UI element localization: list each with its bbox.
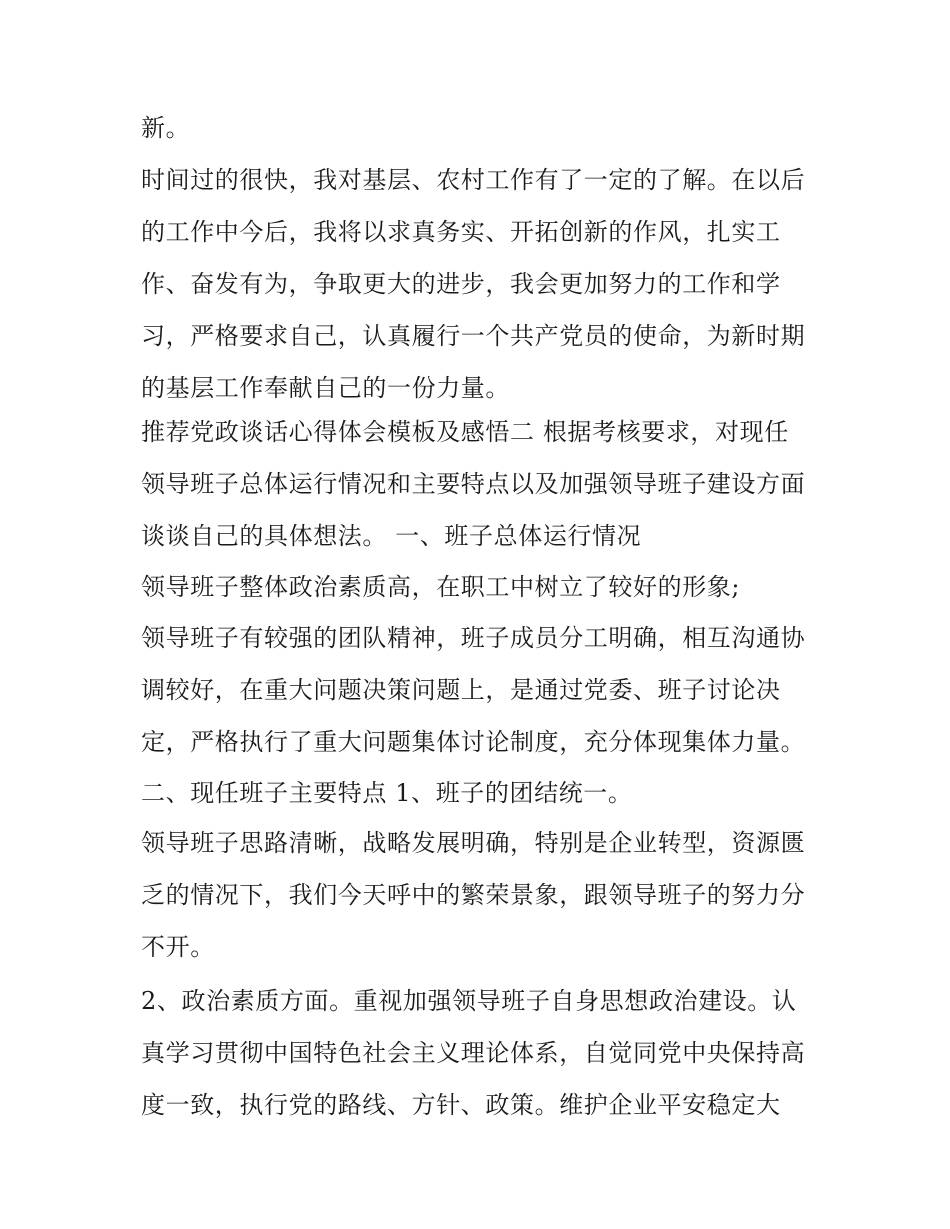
text-line: 的基层工作奉献自己的一份力量。 — [141, 374, 510, 402]
text-line: 新。 — [141, 114, 191, 142]
text-line: 不开。 — [141, 933, 215, 961]
text-line: 二、现任班子主要特点 1、班子的团结统一。 — [141, 779, 633, 807]
text-line: 习，严格要求自己，认真履行一个共产党员的使命，为新时期 — [141, 322, 806, 350]
text-line: 度一致，执行党的路线、方针、政策。维护企业平安稳定大 — [141, 1091, 781, 1119]
text-line: 领导班子总体运行情况和主要特点以及加强领导班子建设方面 — [141, 470, 806, 498]
text-line: 调较好，在重大问题决策问题上，是通过党委、班子讨论决 — [141, 676, 781, 704]
text-line: 时间过的很快，我对基层、农村工作有了一定的了解。在以后 — [141, 166, 806, 194]
text-line: 定，严格执行了重大问题集体讨论制度，充分体现集体力量。 — [141, 728, 806, 756]
text-line: 领导班子有较强的团队精神，班子成员分工明确，相互沟通协 — [141, 624, 806, 652]
text-line: 的工作中今后，我将以求真务实、开拓创新的作风，扎实工 — [141, 218, 781, 246]
text-line: 乏的情况下，我们今天呼中的繁荣景象，跟领导班子的努力分 — [141, 881, 806, 909]
text-line: 谈谈自己的具体想法。 一、班子总体运行情况 — [141, 522, 642, 550]
text-line: 2、政治素质方面。重视加强领导班子自身思想政治建设。认 — [141, 987, 797, 1015]
text-line: 领导班子整体政治素质高，在职工中树立了较好的形象; — [141, 573, 741, 601]
text-line: 真学习贯彻中国特色社会主义理论体系，自觉同党中央保持高 — [141, 1039, 806, 1067]
text-line: 推荐党政谈话心得体会模板及感悟二 根据考核要求，对现任 — [141, 418, 789, 446]
text-line: 领导班子思路清晰，战略发展明确，特别是企业转型，资源匮 — [141, 829, 806, 857]
text-line: 作、奋发有为，争取更大的进步，我会更加努力的工作和学 — [141, 270, 781, 298]
